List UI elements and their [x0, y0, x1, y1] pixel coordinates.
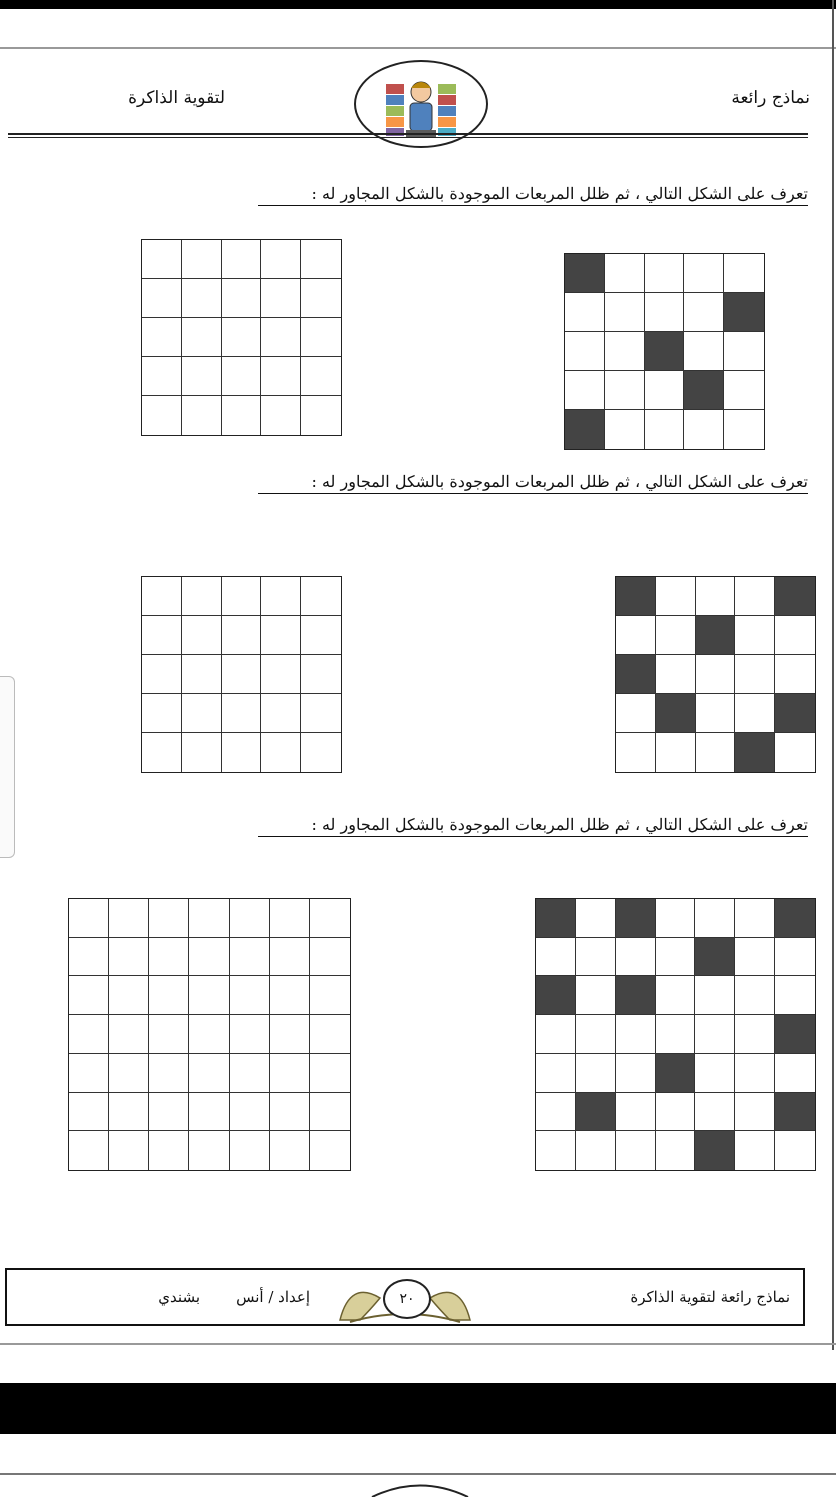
grid-cell — [656, 938, 696, 977]
grid-cell — [576, 1015, 616, 1054]
shaded-cell — [696, 616, 736, 655]
grid-cell[interactable] — [142, 616, 182, 655]
grid-cell — [735, 655, 775, 694]
grid-cell — [696, 577, 736, 616]
grid-cell[interactable] — [189, 1054, 229, 1093]
grid-cell[interactable] — [230, 1015, 270, 1054]
grid-cell[interactable] — [261, 240, 301, 279]
grid-cell[interactable] — [261, 279, 301, 318]
grid-cell — [645, 293, 685, 332]
grid-cell — [735, 1015, 775, 1054]
grid-cell — [656, 1131, 696, 1170]
grid-cell — [605, 410, 645, 449]
grid-cell[interactable] — [182, 396, 222, 435]
grid-cell[interactable] — [310, 938, 350, 977]
grid-cell[interactable] — [301, 396, 341, 435]
page-number-ornament — [330, 1270, 480, 1326]
shaded-cell — [565, 254, 605, 293]
grid-cell — [656, 899, 696, 938]
grid-cell[interactable] — [182, 240, 222, 279]
grid-cell[interactable] — [310, 976, 350, 1015]
grid-cell[interactable] — [222, 577, 262, 616]
grid-cell — [735, 1093, 775, 1132]
grid-cell[interactable] — [142, 694, 182, 733]
grid-cell[interactable] — [142, 318, 182, 357]
grid-cell[interactable] — [261, 396, 301, 435]
grid-cell — [775, 733, 815, 772]
grid-cell[interactable] — [230, 976, 270, 1015]
shaded-cell — [775, 899, 815, 938]
exercise-3-instruction: تعرف على الشكل التالي ، ثم ظلل المربعات الموجودة بالشكل المجاور له : — [258, 815, 808, 837]
grid-cell[interactable] — [230, 1131, 270, 1170]
grid-cell[interactable] — [270, 899, 310, 938]
footer-author-label: إعداد / أنس — [236, 1288, 310, 1306]
grid-cell — [616, 1015, 656, 1054]
shaded-cell — [775, 577, 815, 616]
grid-cell[interactable] — [109, 976, 149, 1015]
grid-cell[interactable] — [69, 899, 109, 938]
grid-cell — [724, 371, 764, 410]
exercise-1-pattern-grid — [564, 253, 765, 450]
grid-cell[interactable] — [301, 655, 341, 694]
grid-cell — [536, 1093, 576, 1132]
grid-cell[interactable] — [142, 655, 182, 694]
grid-cell[interactable] — [149, 1093, 189, 1132]
grid-cell — [724, 332, 764, 371]
grid-cell — [565, 293, 605, 332]
grid-cell[interactable] — [301, 733, 341, 772]
grid-cell[interactable] — [222, 616, 262, 655]
footer-title: نماذج رائعة لتقوية الذاكرة — [630, 1288, 790, 1306]
shaded-cell — [724, 293, 764, 332]
grid-cell[interactable] — [182, 279, 222, 318]
grid-cell — [616, 1131, 656, 1170]
grid-cell[interactable] — [222, 694, 262, 733]
shaded-cell — [645, 332, 685, 371]
grid-cell[interactable] — [222, 240, 262, 279]
shaded-cell — [565, 410, 605, 449]
grid-cell[interactable] — [149, 899, 189, 938]
header-rule — [8, 133, 808, 135]
shaded-cell — [536, 899, 576, 938]
shaded-cell — [576, 1093, 616, 1132]
grid-cell — [724, 254, 764, 293]
grid-cell[interactable] — [149, 1131, 189, 1170]
grid-cell[interactable] — [189, 899, 229, 938]
grid-cell[interactable] — [261, 655, 301, 694]
grid-cell[interactable] — [310, 1054, 350, 1093]
exercise-3-answer-grid[interactable] — [68, 898, 351, 1171]
grid-cell[interactable] — [182, 616, 222, 655]
grid-cell[interactable] — [109, 1015, 149, 1054]
grid-cell — [576, 899, 616, 938]
grid-cell — [724, 410, 764, 449]
shaded-cell — [684, 371, 724, 410]
shaded-cell — [695, 938, 735, 977]
grid-cell — [536, 1131, 576, 1170]
grid-cell[interactable] — [310, 1093, 350, 1132]
grid-cell — [616, 694, 656, 733]
grid-cell[interactable] — [270, 1131, 310, 1170]
grid-cell[interactable] — [301, 616, 341, 655]
grid-cell — [735, 1054, 775, 1093]
grid-cell[interactable] — [109, 899, 149, 938]
grid-cell — [605, 254, 645, 293]
grid-cell[interactable] — [230, 899, 270, 938]
grid-cell — [605, 371, 645, 410]
grid-cell[interactable] — [109, 1093, 149, 1132]
grid-cell[interactable] — [109, 1131, 149, 1170]
grid-cell[interactable] — [189, 938, 229, 977]
exercise-2-instruction: تعرف على الشكل التالي ، ثم ظلل المربعات الموجودة بالشكل المجاور له : — [258, 472, 808, 494]
grid-cell — [645, 371, 685, 410]
shaded-cell — [656, 694, 696, 733]
grid-cell[interactable] — [270, 1093, 310, 1132]
grid-cell[interactable] — [142, 279, 182, 318]
grid-cell — [696, 733, 736, 772]
grid-cell — [616, 1054, 656, 1093]
top-black-bar — [0, 0, 836, 9]
grid-cell[interactable] — [142, 396, 182, 435]
grid-cell — [684, 254, 724, 293]
grid-cell[interactable] — [222, 733, 262, 772]
grid-cell — [565, 371, 605, 410]
grid-cell — [656, 733, 696, 772]
shaded-cell — [695, 1131, 735, 1170]
shaded-cell — [616, 899, 656, 938]
grid-cell — [656, 577, 696, 616]
grid-cell[interactable] — [182, 318, 222, 357]
exercise-1-answer-grid[interactable] — [141, 239, 342, 436]
grid-cell[interactable] — [310, 899, 350, 938]
grid-cell[interactable] — [261, 733, 301, 772]
grid-cell[interactable] — [69, 1131, 109, 1170]
next-page-top-rule — [0, 1473, 836, 1475]
grid-cell[interactable] — [270, 938, 310, 977]
grid-cell[interactable] — [109, 938, 149, 977]
grid-cell[interactable] — [270, 976, 310, 1015]
grid-cell — [605, 293, 645, 332]
page-separator — [0, 1343, 836, 1345]
grid-cell — [695, 1054, 735, 1093]
grid-cell — [605, 332, 645, 371]
shaded-cell — [656, 1054, 696, 1093]
grid-cell[interactable] — [301, 240, 341, 279]
grid-cell[interactable] — [189, 1015, 229, 1054]
header-rule-thin — [8, 137, 808, 138]
grid-cell — [735, 616, 775, 655]
grid-cell[interactable] — [222, 396, 262, 435]
grid-cell — [616, 938, 656, 977]
grid-cell[interactable] — [301, 357, 341, 396]
grid-cell — [775, 1054, 815, 1093]
grid-cell[interactable] — [222, 318, 262, 357]
grid-cell — [576, 1131, 616, 1170]
exercise-2-pattern-grid — [615, 576, 816, 773]
grid-cell[interactable] — [270, 1054, 310, 1093]
grid-cell[interactable] — [261, 577, 301, 616]
grid-cell — [684, 332, 724, 371]
grid-cell[interactable] — [261, 616, 301, 655]
grid-cell[interactable] — [69, 1054, 109, 1093]
grid-cell[interactable] — [301, 577, 341, 616]
page-gap-band — [0, 1383, 836, 1434]
grid-cell[interactable] — [261, 357, 301, 396]
grid-cell — [576, 938, 616, 977]
grid-cell — [616, 616, 656, 655]
grid-cell[interactable] — [142, 357, 182, 396]
exercise-3-pattern-grid — [535, 898, 816, 1171]
grid-cell[interactable] — [301, 694, 341, 733]
grid-cell — [696, 655, 736, 694]
grid-cell — [536, 938, 576, 977]
grid-cell — [695, 899, 735, 938]
grid-cell — [775, 1131, 815, 1170]
grid-cell[interactable] — [69, 1015, 109, 1054]
grid-cell — [656, 1015, 696, 1054]
footer-author-name: بشندي — [158, 1288, 200, 1306]
grid-cell[interactable] — [182, 694, 222, 733]
grid-cell[interactable] — [310, 1015, 350, 1054]
grid-cell[interactable] — [230, 1054, 270, 1093]
grid-cell[interactable] — [189, 1131, 229, 1170]
grid-cell — [576, 1054, 616, 1093]
grid-cell[interactable] — [69, 1093, 109, 1132]
grid-cell[interactable] — [182, 655, 222, 694]
grid-cell[interactable] — [222, 655, 262, 694]
grid-cell[interactable] — [222, 279, 262, 318]
grid-cell — [565, 332, 605, 371]
grid-cell — [684, 293, 724, 332]
grid-cell[interactable] — [182, 577, 222, 616]
grid-cell — [536, 1054, 576, 1093]
next-page-logo-edge — [370, 1478, 470, 1497]
grid-cell — [775, 655, 815, 694]
grid-cell — [735, 976, 775, 1015]
grid-cell — [775, 616, 815, 655]
grid-cell[interactable] — [142, 577, 182, 616]
grid-cell — [735, 694, 775, 733]
page-edge — [832, 0, 834, 1350]
grid-cell[interactable] — [149, 1015, 189, 1054]
grid-cell[interactable] — [182, 733, 222, 772]
shaded-cell — [616, 655, 656, 694]
grid-cell[interactable] — [189, 1093, 229, 1132]
grid-cell[interactable] — [230, 1093, 270, 1132]
shaded-cell — [735, 733, 775, 772]
grid-cell[interactable] — [301, 279, 341, 318]
grid-cell — [684, 410, 724, 449]
grid-cell — [695, 1093, 735, 1132]
grid-cell[interactable] — [69, 938, 109, 977]
grid-cell[interactable] — [189, 976, 229, 1015]
page-number: ٢٠ — [383, 1279, 431, 1319]
grid-cell[interactable] — [69, 976, 109, 1015]
shaded-cell — [775, 1015, 815, 1054]
grid-cell — [645, 410, 685, 449]
grid-cell — [735, 577, 775, 616]
grid-cell — [735, 899, 775, 938]
grid-cell[interactable] — [182, 357, 222, 396]
grid-cell — [656, 976, 696, 1015]
grid-cell — [735, 1131, 775, 1170]
shaded-cell — [536, 976, 576, 1015]
grid-cell — [576, 976, 616, 1015]
grid-cell[interactable] — [230, 938, 270, 977]
grid-cell — [616, 1093, 656, 1132]
grid-cell[interactable] — [149, 976, 189, 1015]
grid-cell — [775, 938, 815, 977]
grid-cell[interactable] — [310, 1131, 350, 1170]
grid-cell — [695, 1015, 735, 1054]
shaded-cell — [775, 1093, 815, 1132]
grid-cell[interactable] — [301, 318, 341, 357]
exercise-2-answer-grid[interactable] — [141, 576, 342, 773]
grid-cell — [775, 976, 815, 1015]
grid-cell — [616, 733, 656, 772]
grid-cell[interactable] — [270, 1015, 310, 1054]
grid-cell — [735, 938, 775, 977]
grid-cell — [656, 616, 696, 655]
grid-cell[interactable] — [109, 1054, 149, 1093]
grid-cell[interactable] — [149, 1054, 189, 1093]
top-divider — [0, 47, 836, 49]
grid-cell — [656, 655, 696, 694]
header-right-title: نماذج رائعة — [731, 88, 810, 108]
grid-cell[interactable] — [222, 357, 262, 396]
grid-cell — [695, 976, 735, 1015]
grid-cell — [656, 1093, 696, 1132]
shaded-cell — [775, 694, 815, 733]
shaded-cell — [616, 976, 656, 1015]
grid-cell — [645, 254, 685, 293]
side-expand-tab[interactable] — [0, 676, 15, 858]
grid-cell[interactable] — [261, 318, 301, 357]
grid-cell — [536, 1015, 576, 1054]
grid-cell[interactable] — [142, 240, 182, 279]
exercise-1-instruction: تعرف على الشكل التالي ، ثم ظلل المربعات الموجودة بالشكل المجاور له : — [258, 184, 808, 206]
header-left-title: لتقوية الذاكرة — [128, 88, 225, 108]
grid-cell[interactable] — [149, 938, 189, 977]
grid-cell[interactable] — [261, 694, 301, 733]
grid-cell[interactable] — [142, 733, 182, 772]
shaded-cell — [616, 577, 656, 616]
grid-cell — [696, 694, 736, 733]
